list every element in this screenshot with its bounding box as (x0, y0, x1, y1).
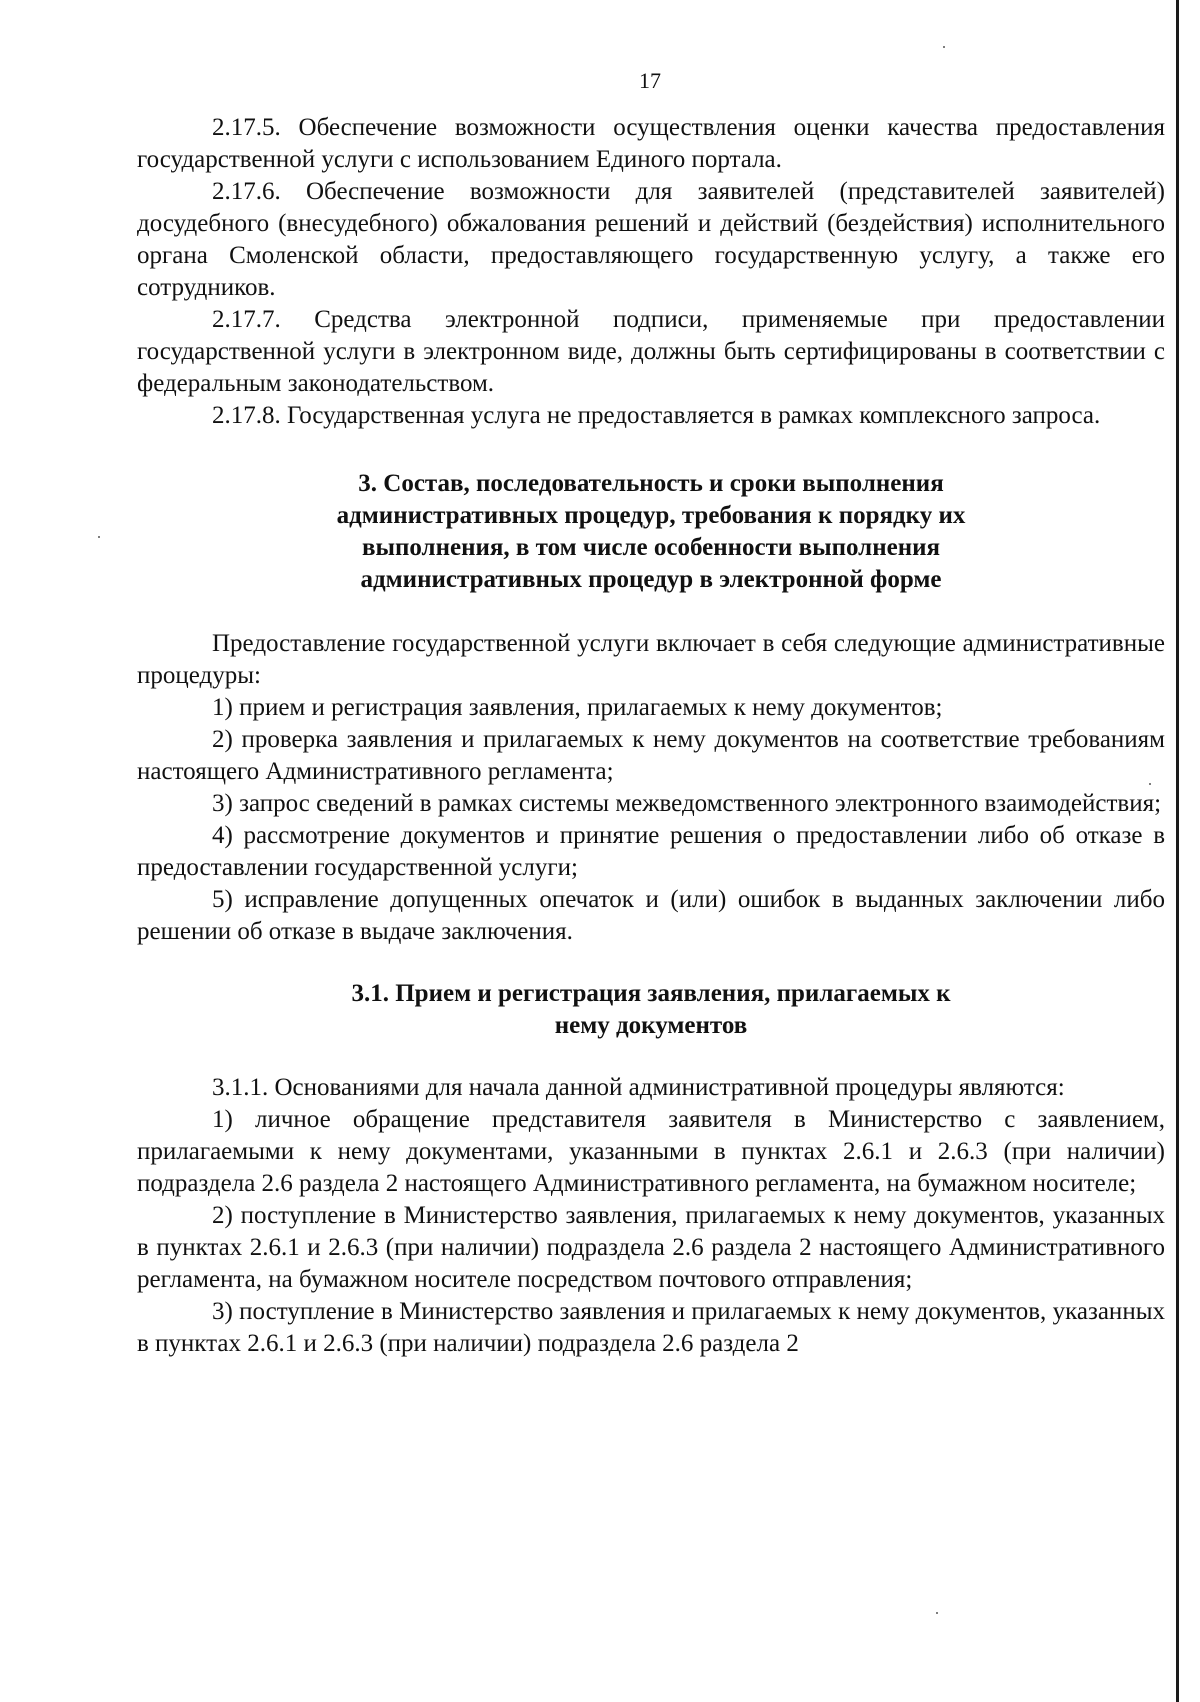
procedure-item-5: 5) исправление допущенных опечаток и (или) ошибок в выданных заключении либо решении об отказе в выдаче заключения. (137, 886, 1165, 945)
paragraph-2-17-5: 2.17.5. Обеспечение возможности осуществления оценки качества предоставления государственной услуги с использованием Единого портала. (137, 114, 1165, 173)
procedure-item-2: 2) проверка заявления и прилагаемых к нему документов на соответствие требованиям настоящего Административного регламента; (137, 726, 1165, 785)
scan-edge-line (1176, 0, 1179, 1702)
paragraph-2-17-6: 2.17.6. Обеспечение возможности для заявителей (представителей заявителей) досудебного (внесудебного) обжалования решений и действий (бездействия) исполнительного органа Смоленской области, предоставляющего государственную услугу, а также его сотрудников. (137, 178, 1165, 301)
document-body (137, 112, 1165, 1360)
page-number: 17 (639, 68, 661, 93)
scan-speck (943, 46, 945, 48)
procedure-item-4: 4) рассмотрение документов и принятие решения о предоставлении либо об отказе в предоставлении государственной услуги; (137, 822, 1165, 881)
paragraph-2-17-7: 2.17.7. Средства электронной подписи, применяемые при предоставлении государственной услуги в электронном виде, должны быть сертифицированы в соответствии с федеральным законодательством. (137, 306, 1165, 397)
basis-item-3: 3) поступление в Министерство заявления и прилагаемых к нему документов, указанных в пунктах 2.6.1 и 2.6.3 (при наличии) подраздела 2.6 раздела 2 (137, 1298, 1165, 1357)
section-3-1-heading: 3.1. Прием и регистрация заявления, прилагаемых к нему документов (351, 980, 951, 1039)
scan-speck (98, 536, 100, 538)
section-3-intro: Предоставление государственной услуги включает в себя следующие административные процедуры: (137, 630, 1165, 689)
procedure-item-1: 1) прием и регистрация заявления, прилагаемых к нему документов; (212, 694, 943, 721)
paragraph-2-17-8: 2.17.8. Государственная услуга не предоставляется в рамках комплексного запроса. (212, 402, 1101, 429)
scan-speck (936, 1612, 938, 1614)
basis-item-1: 1) личное обращение представителя заявителя в Министерство с заявлением, прилагаемыми к нему документами, указанными в пунктах 2.6.1 и 2.6.3 (при наличии) подраздела 2.6 раздела 2 настоящего Административного регламента, на бумажном носителе; (137, 1106, 1165, 1197)
section-3-heading: 3. Состав, последовательность и сроки выполнения административных процедур, требования к порядку их выполнения, в том числе особенности выполнения административных процедур в электронной форме (336, 470, 966, 593)
basis-item-2: 2) поступление в Министерство заявления, прилагаемых к нему документов, указанных в пунктах 2.6.1 и 2.6.3 (при наличии) подраздела 2.6 раздела 2 настоящего Административного регламента, на бумажном носителе посредством почтового отправления; (137, 1202, 1165, 1293)
procedure-item-3: 3) запрос сведений в рамках системы межведомственного электронного взаимодействия; (212, 790, 1162, 817)
paragraph-3-1-1: 3.1.1. Основаниями для начала данной административной процедуры являются: (212, 1074, 1065, 1101)
